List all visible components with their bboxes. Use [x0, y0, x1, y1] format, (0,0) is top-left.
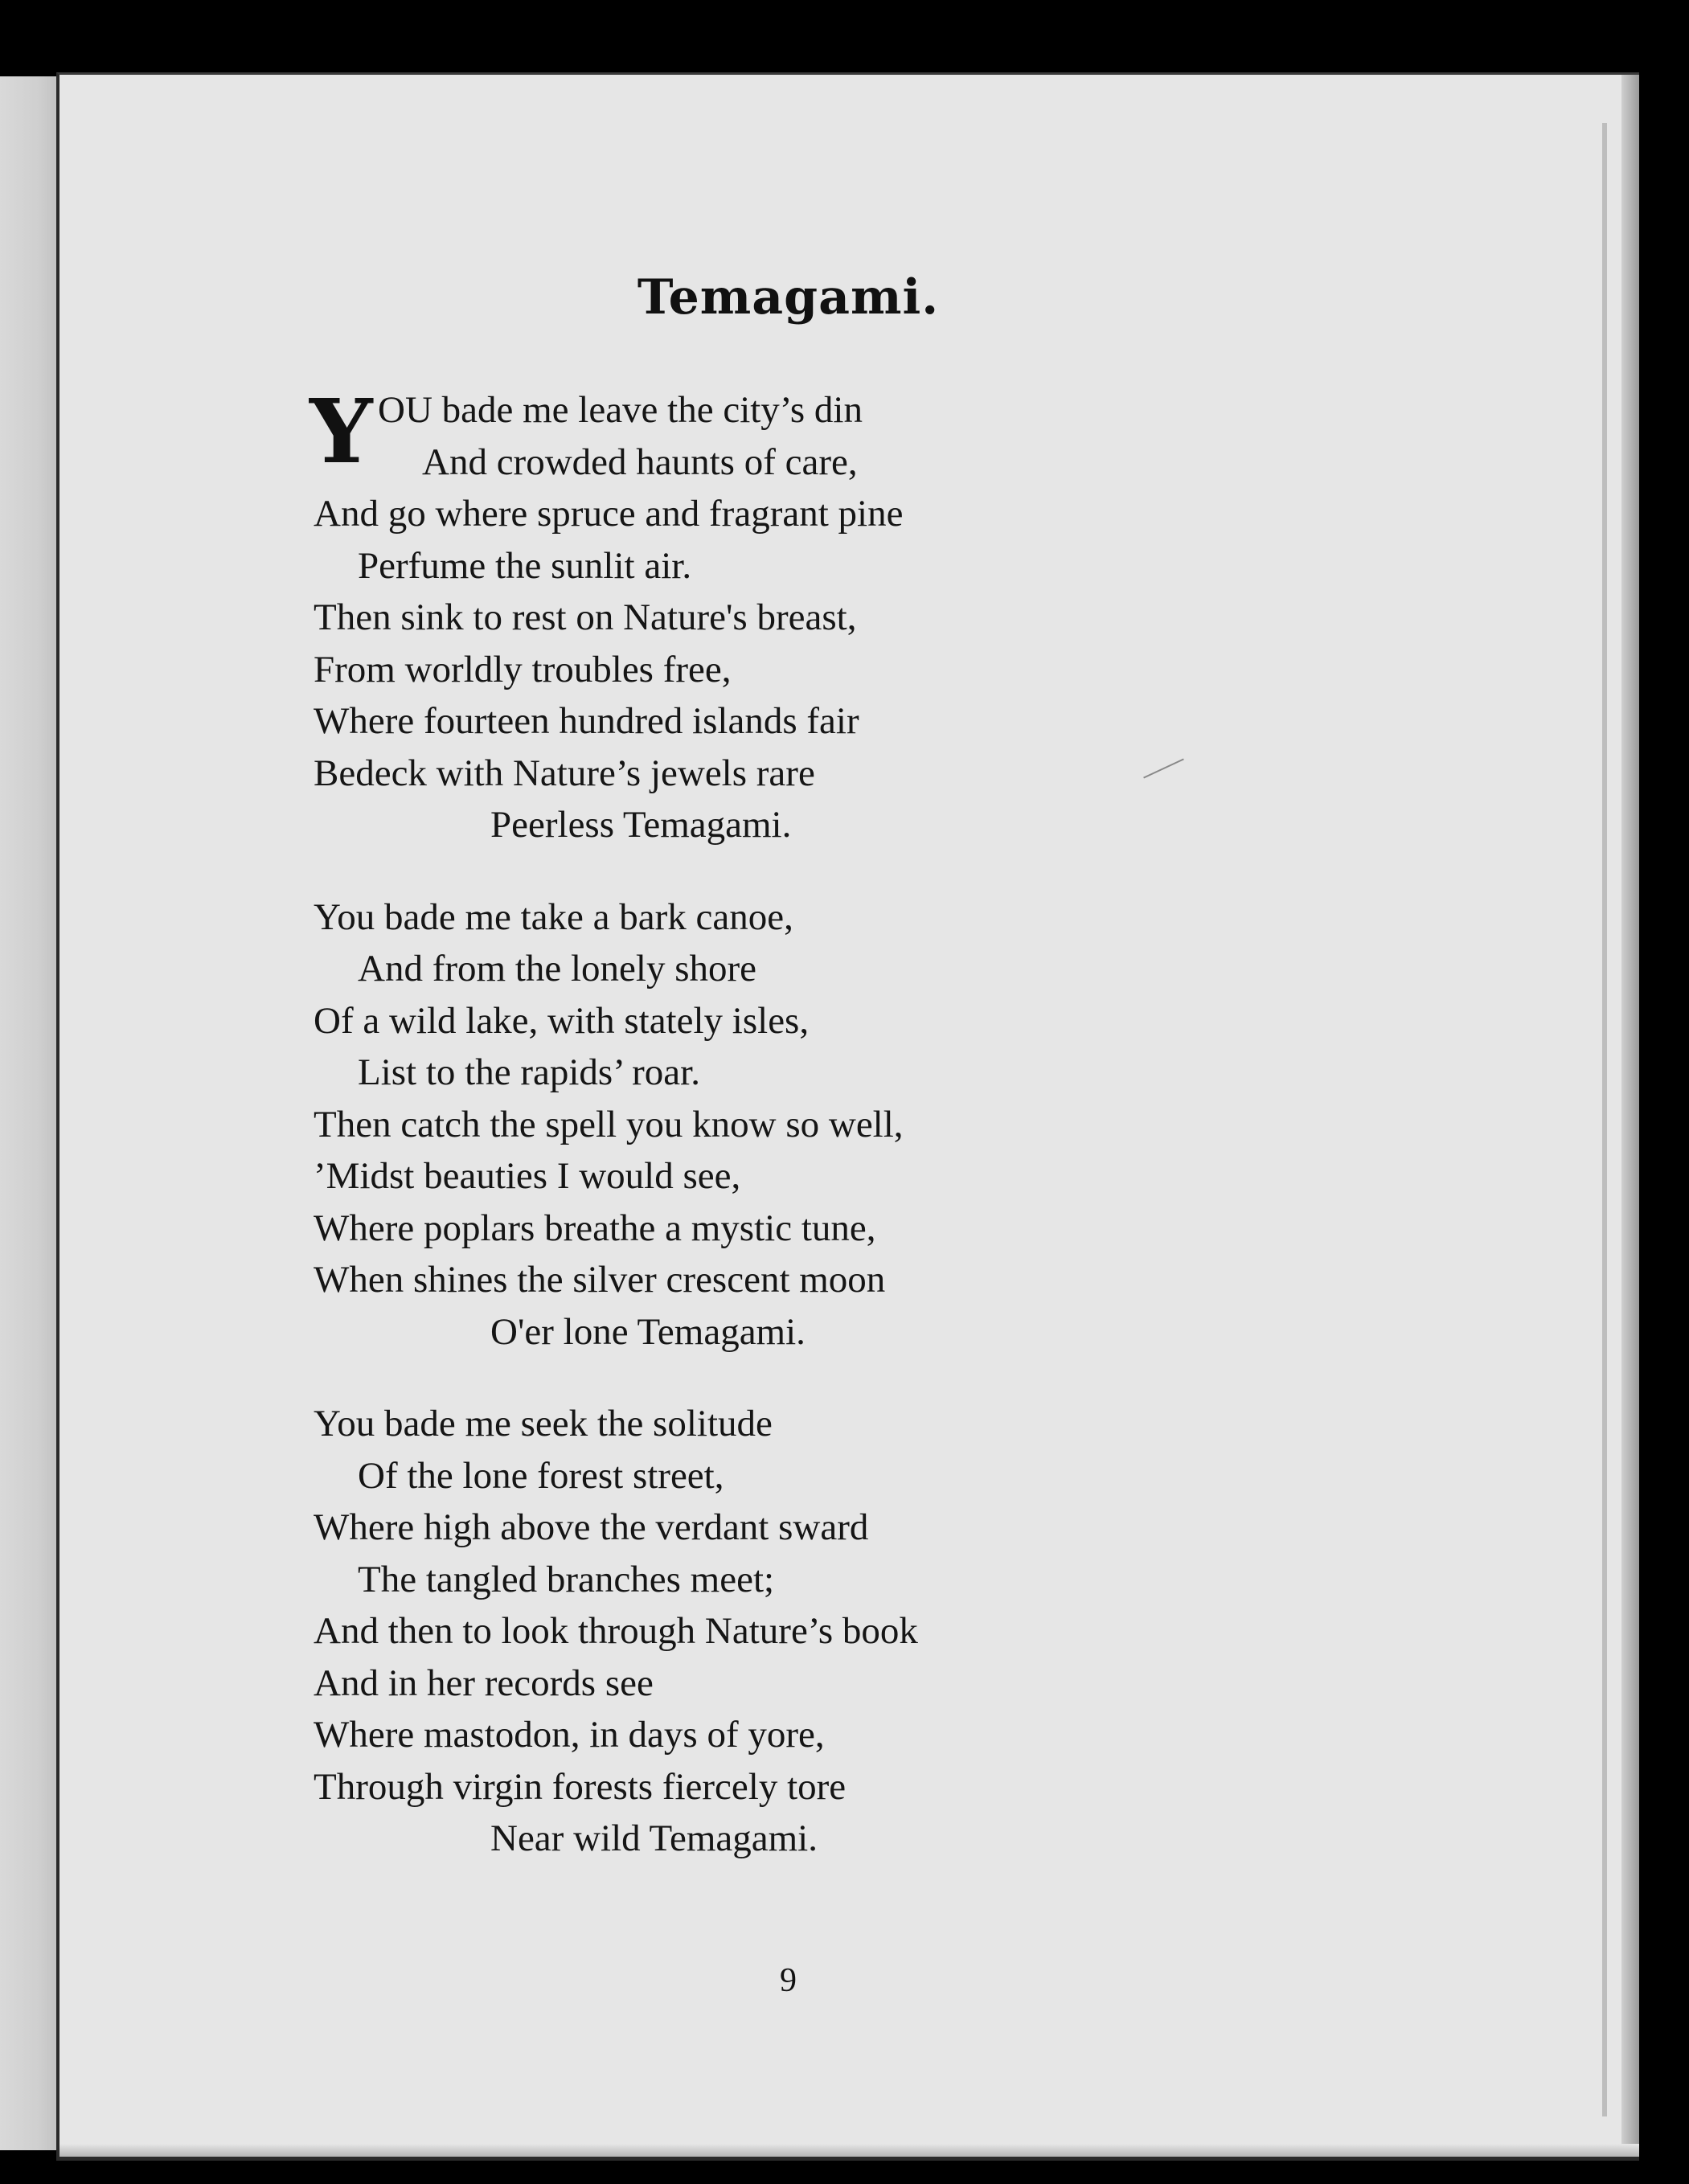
stanza-2	[314, 891, 1278, 1358]
poem-line: The tangled branches meet;	[358, 1558, 775, 1600]
poem-line: Then sink to rest on Nature's breast,	[314, 596, 857, 638]
drop-cap: Y	[310, 379, 373, 483]
poem-line: And crowded haunts of care,	[422, 440, 858, 483]
poem-line-text: OU bade me leave the city’s din	[378, 389, 863, 431]
page-number: 9	[780, 1962, 797, 1999]
poem-line: Through virgin forests fiercely tore	[314, 1765, 847, 1808]
poem-body	[310, 379, 1278, 1865]
poem-line: And in her records see	[314, 1662, 654, 1704]
poem-line: Where high above the verdant sward	[314, 1506, 869, 1548]
poem-line: And then to look through Nature’s book	[314, 1610, 918, 1652]
poem-line: When shines the silver crescent moon	[314, 1259, 886, 1301]
page-inner-border	[1602, 123, 1607, 2116]
poem-line: Where fourteen hundred islands fair	[314, 700, 859, 742]
poem-line: Of the lone forest street,	[358, 1454, 724, 1497]
poem-line: List to the rapids’ roar.	[358, 1051, 700, 1093]
stanza-gap	[314, 1358, 1278, 1398]
poem-refrain: O'er lone Temagami.	[490, 1310, 806, 1353]
stanza-1	[310, 379, 1278, 851]
poem-line: Perfume the sunlit air.	[358, 544, 692, 587]
previous-page-edge	[0, 76, 64, 2150]
poem-refrain: Near wild Temagami.	[490, 1817, 818, 1859]
poem-line: Then catch the spell you know so well,	[314, 1103, 904, 1145]
poem-title: Temagami.	[637, 269, 940, 326]
poem-line: You bade me seek the solitude	[314, 1403, 773, 1444]
stanza-gap	[314, 851, 1278, 891]
poem-line: From worldly troubles free,	[314, 648, 732, 690]
poem-line: Of a wild lake, with stately isles,	[314, 999, 810, 1042]
poem-line: Where mastodon, in days of yore,	[314, 1714, 825, 1756]
page-bottom-edge	[59, 2144, 1639, 2157]
poem-line: And from the lonely shore	[358, 948, 757, 990]
poem-line: Where poplars breathe a mystic tune,	[314, 1207, 876, 1249]
poem-line: ’Midst beauties I would see,	[314, 1155, 741, 1197]
poem-refrain: Peerless Temagami.	[490, 804, 792, 846]
stanza-3	[314, 1398, 1278, 1865]
poem-line: And go where spruce and fragrant pine	[314, 493, 904, 535]
poem-line: Bedeck with Nature’s jewels rare	[314, 752, 815, 794]
page-right-edge	[1621, 75, 1639, 2157]
poem-line: You bade me take a bark canoe,	[314, 895, 793, 938]
